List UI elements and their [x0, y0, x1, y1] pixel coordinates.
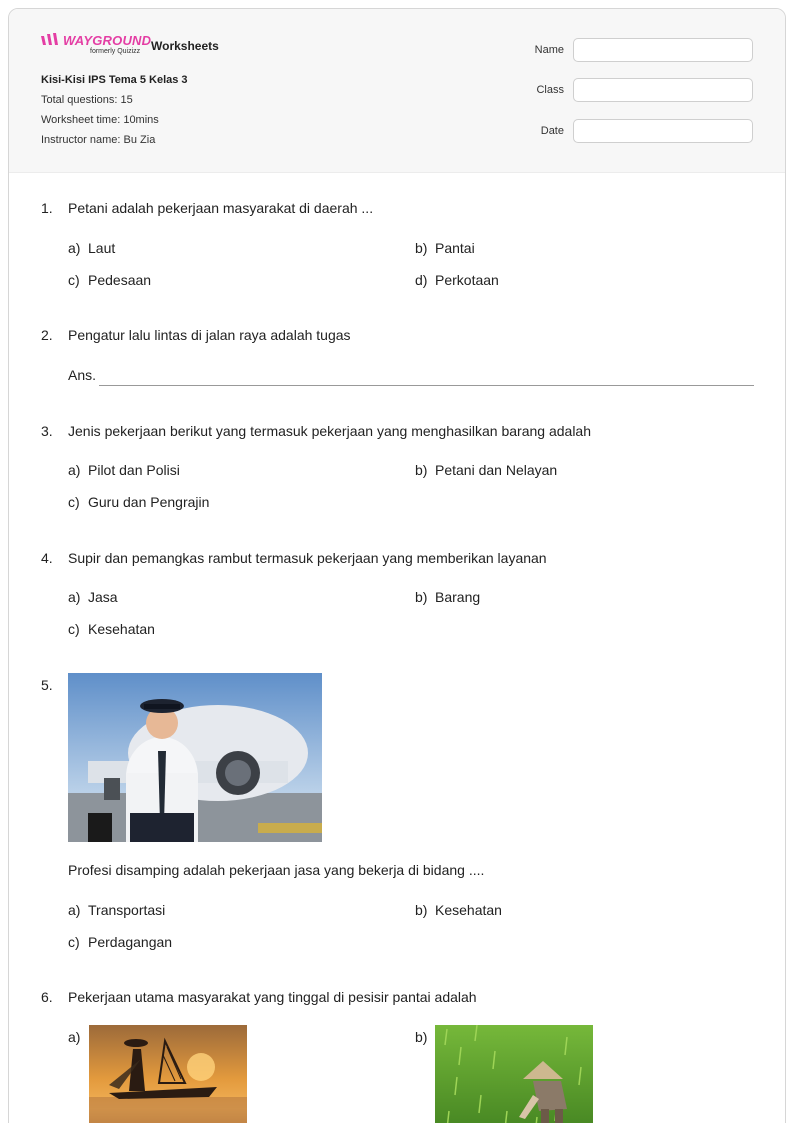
- brand-logo: [41, 33, 152, 59]
- option-letter: a): [68, 902, 81, 918]
- worksheet-time: Worksheet time: 10mins: [41, 114, 159, 126]
- logo-mark-icon: [41, 33, 61, 46]
- option-text: Kesehatan: [435, 902, 502, 918]
- question-text: Profesi disamping adalah pekerjaan jasa yang bekerja di bidang ....: [68, 862, 485, 878]
- option-a: [68, 902, 165, 918]
- option-a: [68, 462, 180, 478]
- option-c: [68, 272, 151, 288]
- question-text: Supir dan pemangkas rambut termasuk pekerjaan yang memberikan layanan: [68, 550, 547, 566]
- logo-subtitle: formerly Quizizz: [90, 48, 141, 55]
- option-text: Pilot dan Polisi: [88, 462, 180, 478]
- option-text: Pedesaan: [88, 272, 152, 288]
- name-field[interactable]: [573, 38, 753, 62]
- option-letter: a): [68, 462, 81, 478]
- option-d: [415, 272, 499, 288]
- option-letter: a): [68, 589, 81, 605]
- option-letter: b): [415, 240, 428, 256]
- option-b: [415, 240, 475, 256]
- date-label: Date: [540, 125, 564, 137]
- option-b: [415, 902, 502, 918]
- logo-text: WAYGROUND: [63, 33, 152, 48]
- option-letter: d): [415, 272, 428, 288]
- option-letter: c): [68, 934, 80, 950]
- option-text: Pantai: [435, 240, 475, 256]
- instructor-name: Instructor name: Bu Zia: [41, 134, 156, 146]
- option-letter: a): [68, 240, 81, 256]
- fisherman-photo: [89, 1025, 247, 1123]
- question-text: Petani adalah pekerjaan masyarakat di daerah ...: [68, 200, 374, 216]
- question-text: Pekerjaan utama masyarakat yang tinggal di pesisir pantai adalah: [68, 989, 477, 1005]
- option-text: Barang: [435, 589, 481, 605]
- answer-line[interactable]: [99, 385, 754, 386]
- worksheets-label: Worksheets: [151, 39, 219, 53]
- question-text: Pengatur lalu lintas di jalan raya adalah tugas: [68, 327, 351, 343]
- option-text: Petani dan Nelayan: [435, 462, 558, 478]
- option-text: Kesehatan: [88, 621, 155, 637]
- option-text: Jasa: [88, 589, 118, 605]
- option-letter: c): [68, 494, 80, 510]
- option-a: [68, 589, 118, 605]
- option-c: [68, 494, 209, 510]
- worksheet-title: Kisi-Kisi IPS Tema 5 Kelas 3: [41, 74, 188, 86]
- date-field[interactable]: [573, 119, 753, 143]
- question-text: Jenis pekerjaan berikut yang termasuk pekerjaan yang menghasilkan barang adalah: [68, 423, 591, 439]
- option-text: Perkotaan: [435, 272, 499, 288]
- rice-farmer-photo: [435, 1025, 593, 1123]
- option-letter: c): [68, 621, 80, 637]
- question-number: 3.: [41, 423, 53, 439]
- option-text: Transportasi: [88, 902, 166, 918]
- option-b: [415, 462, 557, 478]
- class-field[interactable]: [573, 78, 753, 102]
- name-label: Name: [534, 44, 564, 56]
- option-b-letter: b): [415, 1029, 428, 1045]
- question-number: 6.: [41, 989, 53, 1005]
- question-number: 4.: [41, 550, 53, 566]
- question-number: 5.: [41, 677, 53, 693]
- pilot-photo: [68, 673, 322, 842]
- worksheet-page: [8, 8, 786, 1123]
- option-a-letter: a): [68, 1029, 81, 1045]
- worksheet-header: [9, 9, 785, 173]
- class-label: Class: [536, 84, 564, 96]
- option-letter: c): [68, 272, 80, 288]
- option-a: [68, 240, 115, 256]
- option-text: Perdagangan: [88, 934, 173, 950]
- option-text: Guru dan Pengrajin: [88, 494, 210, 510]
- answer-label: Ans.: [68, 367, 97, 383]
- option-letter: b): [415, 902, 428, 918]
- option-b: [415, 589, 480, 605]
- question-number: 1.: [41, 200, 53, 216]
- option-letter: b): [415, 589, 428, 605]
- option-text: Laut: [88, 240, 116, 256]
- option-letter: b): [415, 462, 428, 478]
- total-questions: Total questions: 15: [41, 94, 133, 106]
- question-number: 2.: [41, 327, 53, 343]
- option-c: [68, 934, 172, 950]
- option-c: [68, 621, 155, 637]
